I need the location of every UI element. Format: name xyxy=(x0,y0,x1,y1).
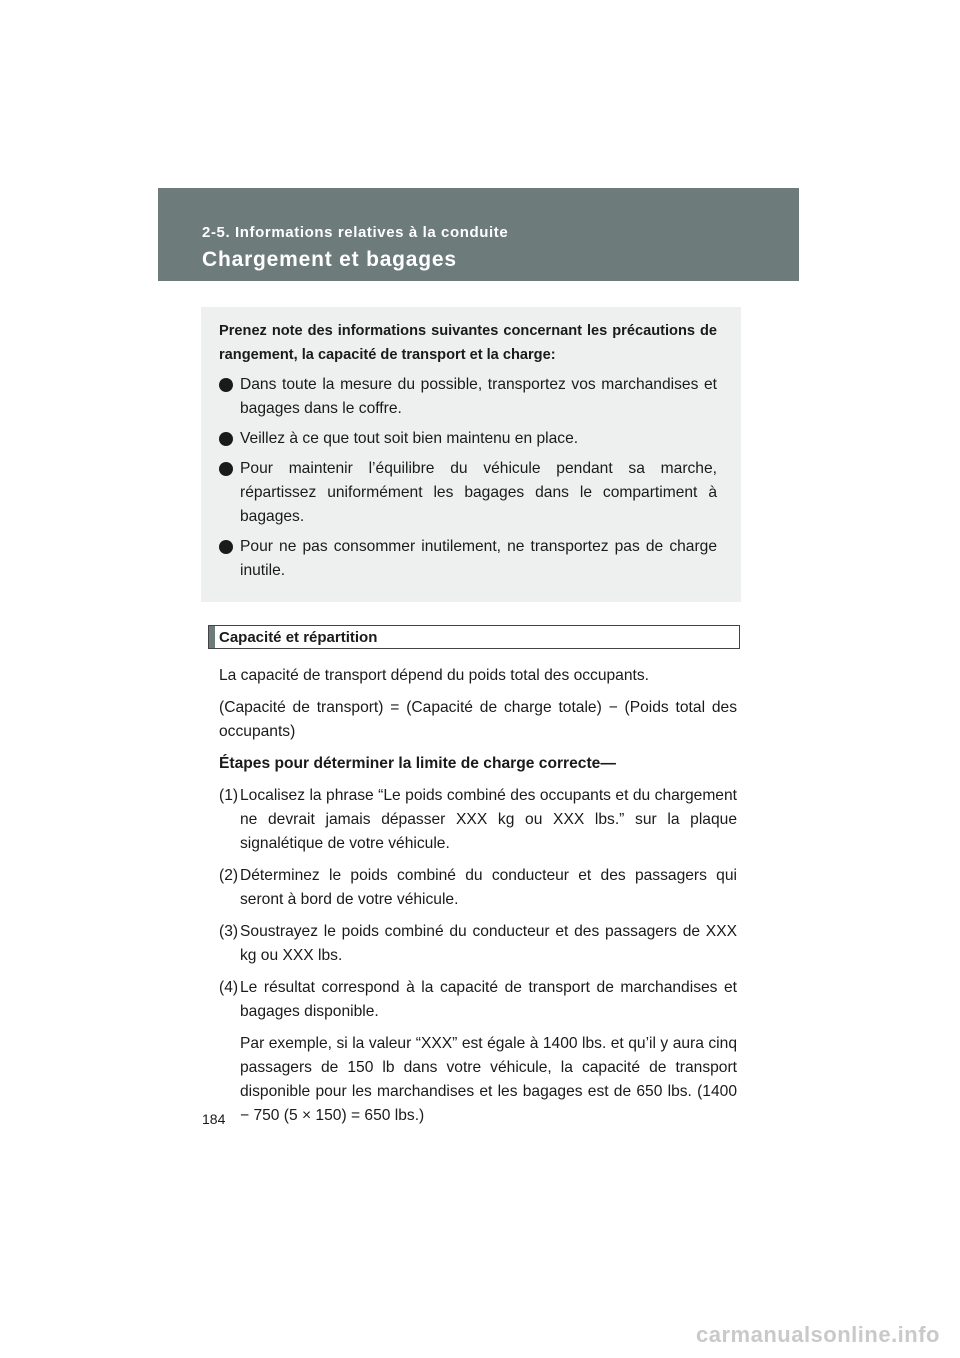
heading-accent-bar xyxy=(209,626,215,648)
step-text: Déterminez le poids combiné du conducteur et des passagers qui seront à bord de votre véhicule. xyxy=(240,867,737,908)
step-number: (4) xyxy=(219,979,239,996)
step-item xyxy=(219,976,737,1024)
step-number: (2) xyxy=(219,867,239,884)
step-number: (1) xyxy=(219,787,239,804)
bullet-text: Veillez à ce que tout soit bien maintenu en place. xyxy=(240,430,579,447)
bullet-text: Dans toute la mesure du possible, transportez vos marchandises et bagages dans le coffre. xyxy=(240,376,717,417)
intro-bullet xyxy=(219,457,717,529)
step-number: (3) xyxy=(219,923,239,940)
page-number: 184 xyxy=(202,1111,226,1127)
step-text: Localisez la phrase “Le poids combiné des occupants et du chargement ne devrait jamais dépasser XXX kg ou XXX lbs.” sur la plaque signalétique de votre véhicule. xyxy=(240,787,737,852)
intro-bullet xyxy=(219,535,717,583)
steps-heading: Étapes pour déterminer la limite de charge correcte— xyxy=(219,755,616,772)
step-item xyxy=(219,864,737,912)
example-paragraph: Par exemple, si la valeur “XXX” est égale à 1400 lbs. et qu’il y aura cinq passagers de 150 lb dans votre véhicule, la capacité de transport disponible pour les marchandises et les bagages est de 650 lbs. (1400 − 750 (5 × 150) = 650 lbs.) xyxy=(240,1035,737,1124)
subsection-heading: Capacité et répartition xyxy=(219,629,378,646)
subsection-heading-box xyxy=(208,625,740,649)
bullet-text: Pour maintenir l’équilibre du véhicule pendant sa marche, répartissez uniformément les bagages dans le compartiment à bagages. xyxy=(240,460,717,525)
body-content xyxy=(219,664,737,1136)
intro-box xyxy=(201,307,741,602)
formula-paragraph: (Capacité de transport) = (Capacité de charge totale) − (Poids total des occupants) xyxy=(219,699,737,740)
capacity-paragraph: La capacité de transport dépend du poids total des occupants. xyxy=(219,667,649,684)
step-item xyxy=(219,920,737,968)
step-text: Le résultat correspond à la capacité de transport de marchandises et bagages disponible. xyxy=(240,979,737,1020)
intro-text: Prenez note des informations suivantes concernant les précautions de rangement, la capacité de transport et la charge: xyxy=(219,323,717,363)
bullet-dot-icon xyxy=(219,432,233,446)
intro-bullet xyxy=(219,373,717,421)
intro-bullet xyxy=(219,427,717,451)
step-text: Soustrayez le poids combiné du conducteur et des passagers de XXX kg ou XXX lbs. xyxy=(240,923,737,964)
bullet-dot-icon xyxy=(219,540,233,554)
section-header xyxy=(158,188,799,281)
bullet-text: Pour ne pas consommer inutilement, ne transportez pas de charge inutile. xyxy=(240,538,717,579)
bullet-dot-icon xyxy=(219,378,233,392)
watermark: carmanualsonline.info xyxy=(696,1322,940,1347)
bullet-dot-icon xyxy=(219,462,233,476)
page-title: Chargement et bagages xyxy=(202,248,457,271)
section-label: 2-5. Informations relatives à la conduite xyxy=(202,224,509,241)
step-item xyxy=(219,784,737,856)
